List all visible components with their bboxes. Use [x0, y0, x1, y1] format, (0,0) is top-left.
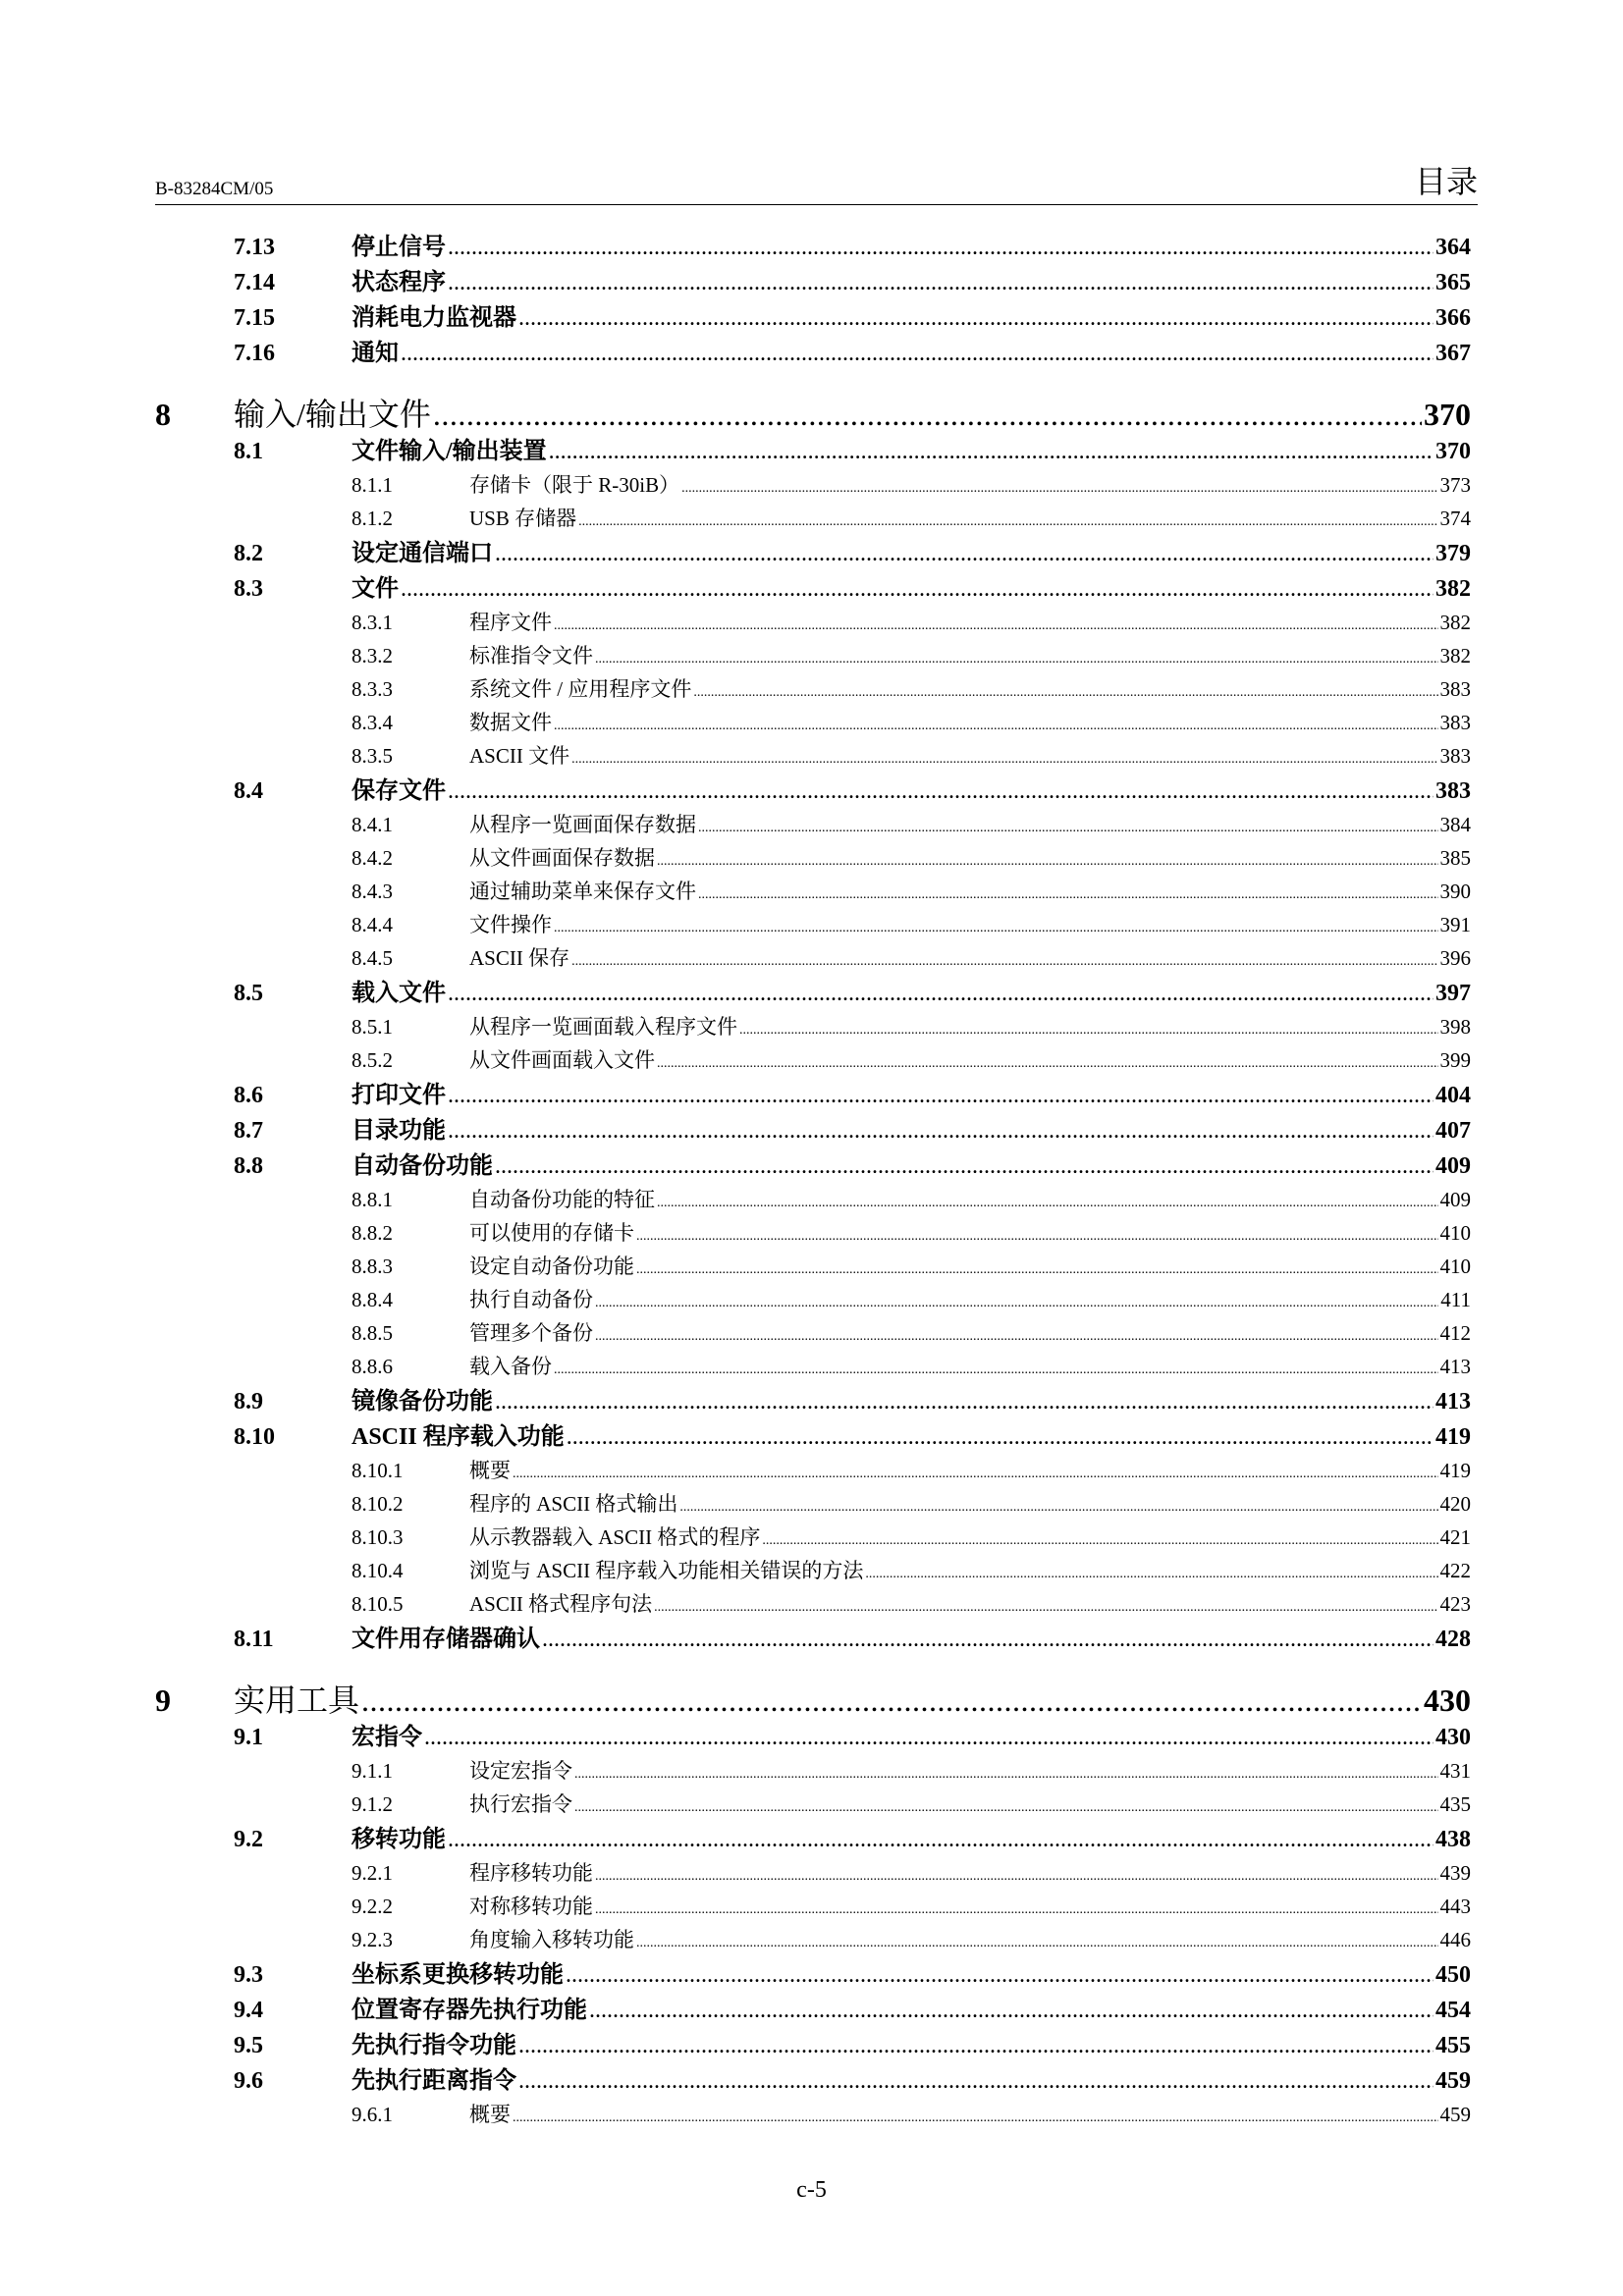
toc-entry-page: 419 [1435, 1424, 1471, 1450]
toc-entry-page: 413 [1439, 1355, 1471, 1378]
dot-leader [636, 1263, 1438, 1277]
toc-entry[interactable] [155, 377, 1471, 440]
toc-entry-page: 374 [1439, 507, 1471, 530]
dot-leader [401, 577, 1434, 601]
toc-entry[interactable] [155, 1726, 1471, 1761]
toc-entry[interactable] [155, 1190, 1471, 1223]
dot-leader [495, 1154, 1434, 1178]
toc-entry-number: 8.7 [234, 1118, 263, 1144]
toc-entry-title: 停止信号 [352, 235, 446, 260]
dot-leader [513, 2111, 1438, 2125]
toc-entry-title: 消耗电力监视器 [352, 305, 516, 331]
dot-leader [571, 955, 1437, 969]
dot-leader [762, 1534, 1437, 1548]
toc-entry-number: 9.2.1 [352, 1861, 393, 1885]
toc-entry-number: 8.5 [234, 981, 263, 1006]
toc-entry[interactable] [155, 1628, 1471, 1663]
toc-entry-page: 409 [1435, 1153, 1471, 1179]
toc-entry-title: 文件输入/输出装置 [352, 439, 547, 464]
toc-entry-title: 通知 [352, 341, 399, 366]
toc-entry[interactable] [155, 271, 1471, 306]
toc-entry-page: 420 [1439, 1492, 1471, 1516]
toc-entry-number: 9.3 [234, 1962, 263, 1988]
toc-entry[interactable] [155, 1527, 1471, 1561]
toc-entry[interactable] [155, 2069, 1471, 2105]
dot-leader [698, 822, 1438, 835]
toc-entry-title: 程序的 ASCII 格式输出 [469, 1492, 678, 1516]
toc-entry-title: 设定自动备份功能 [469, 1255, 634, 1278]
toc-entry[interactable] [155, 1461, 1471, 1494]
toc-entry[interactable] [155, 236, 1471, 271]
toc-entry-number: 9.6 [234, 2068, 263, 2094]
toc-entry[interactable] [155, 1594, 1471, 1628]
dot-leader [571, 753, 1437, 767]
toc-entry-title: 从程序一览画面载入程序文件 [469, 1015, 737, 1039]
toc-entry[interactable] [155, 1119, 1471, 1154]
toc-entry[interactable] [155, 542, 1471, 577]
toc-entry-page: 459 [1435, 2068, 1471, 2094]
toc-entry[interactable] [155, 982, 1471, 1017]
toc-entry-page: 383 [1439, 677, 1471, 701]
toc-entry-title: 设定宏指令 [469, 1759, 572, 1783]
toc-entry-page: 382 [1439, 611, 1471, 634]
toc-entry[interactable] [155, 779, 1471, 815]
dot-leader [595, 653, 1438, 667]
toc-entry[interactable] [155, 848, 1471, 881]
toc-entry-page: 435 [1439, 1792, 1471, 1816]
toc-entry[interactable] [155, 1828, 1471, 1863]
toc-entry[interactable] [155, 1425, 1471, 1461]
toc-entry-number: 8.4.4 [352, 913, 393, 936]
dot-leader [361, 1684, 1422, 1716]
toc-entry-page: 382 [1435, 576, 1471, 602]
dot-leader [681, 482, 1437, 496]
toc-entry-title: 概要 [469, 2103, 511, 2126]
dot-leader [566, 1963, 1434, 1987]
toc-entry-page: 385 [1439, 846, 1471, 870]
toc-entry-number: 8.4 [234, 778, 263, 804]
page-header [155, 164, 1478, 205]
toc-entry-page: 383 [1439, 744, 1471, 768]
toc-entry-number: 8.2 [234, 541, 263, 566]
toc-entry-number: 8.5.2 [352, 1048, 393, 1072]
toc-entry-title: 位置寄存器先执行功能 [352, 1998, 587, 2023]
toc-entry-title: 角度输入移转功能 [469, 1928, 634, 1951]
toc-entry-page: 413 [1435, 1389, 1471, 1415]
toc-entry[interactable] [155, 1863, 1471, 1896]
toc-entry-number: 9.5 [234, 2033, 263, 2058]
toc-entry-number: 7.14 [234, 270, 275, 295]
toc-entry-page: 459 [1439, 2103, 1471, 2126]
toc-entry-title: 通过辅助菜单来保存文件 [469, 880, 696, 903]
toc-entry-page: 390 [1439, 880, 1471, 903]
toc-entry-page: 430 [1435, 1725, 1471, 1750]
dot-leader [448, 1084, 1434, 1107]
dot-leader [448, 982, 1434, 1005]
dot-leader [567, 1425, 1434, 1449]
toc-entry-title: ASCII 格式程序句法 [469, 1592, 653, 1616]
toc-entry-number: 8.10.2 [352, 1492, 404, 1516]
toc-entry-title: 载入备份 [469, 1355, 552, 1378]
toc-entry-page: 373 [1439, 473, 1471, 497]
toc-entry-number: 8.4.3 [352, 880, 393, 903]
toc-entry-title: 可以使用的存储卡 [469, 1221, 634, 1245]
toc-entry-title: 从示教器载入 ASCII 格式的程序 [469, 1525, 761, 1549]
dot-leader [679, 1501, 1437, 1515]
toc-entry-title: 自动备份功能的特征 [469, 1188, 655, 1211]
toc-entry-page: 439 [1439, 1861, 1471, 1885]
toc-entry-number: 8.1.1 [352, 473, 393, 497]
toc-entry[interactable] [155, 475, 1471, 508]
toc-entry-number: 8.4.2 [352, 846, 393, 870]
toc-entry[interactable] [155, 342, 1471, 377]
toc-entry[interactable] [155, 306, 1471, 342]
dot-leader [518, 2069, 1434, 2093]
toc-entry-page: 365 [1435, 270, 1471, 295]
toc-entry[interactable] [155, 1999, 1471, 2034]
toc-entry-number: 8.3 [234, 576, 263, 602]
dot-leader [865, 1568, 1437, 1581]
dot-leader [595, 1903, 1438, 1917]
toc-entry-title: 浏览与 ASCII 程序载入功能相关错误的方法 [469, 1559, 864, 1582]
toc-entry-title: ASCII 程序载入功能 [352, 1424, 565, 1450]
dot-leader [448, 779, 1434, 803]
toc-entry-page: 370 [1424, 397, 1471, 432]
toc-entry[interactable] [155, 881, 1471, 915]
toc-entry-page: 410 [1439, 1255, 1471, 1278]
toc-entry-title: 宏指令 [352, 1725, 422, 1750]
toc-entry-title: 坐标系更换移转功能 [352, 1962, 564, 1988]
toc-entry-page: 382 [1439, 644, 1471, 667]
toc-entry-title: USB 存储器 [469, 507, 577, 530]
table-of-contents [155, 236, 1471, 2138]
toc-entry[interactable] [155, 1223, 1471, 1256]
dot-leader [518, 306, 1434, 330]
toc-entry-page: 398 [1439, 1015, 1471, 1039]
toc-entry-number: 9.2.3 [352, 1928, 393, 1951]
toc-entry[interactable] [155, 1494, 1471, 1527]
toc-entry-title: 目录功能 [352, 1118, 446, 1144]
toc-entry-number: 8.8.2 [352, 1221, 393, 1245]
toc-entry[interactable] [155, 508, 1471, 542]
dot-leader [495, 1390, 1434, 1414]
toc-entry[interactable] [155, 613, 1471, 646]
toc-entry-title: 从文件画面保存数据 [469, 846, 655, 870]
toc-entry[interactable] [155, 1290, 1471, 1323]
dot-leader [636, 1937, 1438, 1950]
toc-entry-title: 状态程序 [352, 270, 446, 295]
toc-entry-page: 411 [1440, 1288, 1471, 1311]
section-title: 目录 [1414, 164, 1478, 199]
dot-leader [657, 1057, 1438, 1071]
toc-entry-title: 程序文件 [469, 611, 552, 634]
toc-entry-page: 412 [1439, 1321, 1471, 1345]
toc-entry-number: 8.10.5 [352, 1592, 404, 1616]
toc-entry[interactable] [155, 1561, 1471, 1594]
toc-entry-number: 8.10.3 [352, 1525, 404, 1549]
toc-entry-title: 文件 [352, 576, 399, 602]
toc-entry[interactable] [155, 1154, 1471, 1190]
toc-entry-page: 423 [1439, 1592, 1471, 1616]
toc-entry-number: 8 [155, 397, 171, 432]
dot-leader [433, 399, 1422, 430]
toc-entry-page: 419 [1439, 1459, 1471, 1482]
toc-entry-number: 8.3.4 [352, 711, 393, 734]
toc-entry[interactable] [155, 1761, 1471, 1794]
toc-entry-title: 标准指令文件 [469, 644, 593, 667]
toc-entry-title: 执行自动备份 [469, 1288, 593, 1311]
page-number: c-5 [796, 2177, 827, 2203]
toc-entry-number: 9.1.1 [352, 1759, 393, 1783]
toc-entry[interactable] [155, 948, 1471, 982]
toc-entry-number: 8.8.1 [352, 1188, 393, 1211]
dot-leader [424, 1726, 1434, 1749]
dot-leader [578, 515, 1437, 529]
dot-leader [657, 855, 1438, 869]
toc-entry[interactable] [155, 1390, 1471, 1425]
dot-leader [448, 271, 1434, 294]
toc-entry-title: 载入文件 [352, 981, 446, 1006]
toc-entry-page: 446 [1439, 1928, 1471, 1951]
toc-entry[interactable] [155, 746, 1471, 779]
toc-entry-page: 366 [1435, 305, 1471, 331]
toc-entry-number: 8.10.4 [352, 1559, 404, 1582]
toc-entry[interactable] [155, 2105, 1471, 2138]
toc-entry-page: 410 [1439, 1221, 1471, 1245]
toc-entry-title: 文件操作 [469, 913, 552, 936]
toc-entry-number: 9.2 [234, 1827, 263, 1852]
toc-entry-title: 设定通信端口 [352, 541, 493, 566]
dot-leader [739, 1024, 1438, 1038]
toc-entry-number: 7.13 [234, 235, 275, 260]
toc-entry[interactable] [155, 1084, 1471, 1119]
dot-leader [589, 1999, 1434, 2022]
dot-leader [554, 922, 1438, 935]
toc-entry[interactable] [155, 440, 1471, 475]
toc-entry-page: 443 [1439, 1895, 1471, 1918]
toc-entry[interactable] [155, 1963, 1471, 1999]
dot-leader [595, 1870, 1438, 1884]
toc-entry-title: 打印文件 [352, 1083, 446, 1108]
dot-leader [549, 440, 1434, 463]
toc-entry-page: 370 [1435, 439, 1471, 464]
toc-entry-page: 383 [1439, 711, 1471, 734]
toc-entry-page: 409 [1439, 1188, 1471, 1211]
toc-entry-title: 从程序一览画面保存数据 [469, 813, 696, 836]
dot-leader [554, 720, 1438, 733]
toc-entry-page: 399 [1439, 1048, 1471, 1072]
toc-entry-number: 8.1 [234, 439, 263, 464]
toc-entry[interactable] [155, 815, 1471, 848]
toc-entry-page: 404 [1435, 1083, 1471, 1108]
toc-entry-title: 输入/输出文件 [234, 397, 431, 432]
toc-entry[interactable] [155, 915, 1471, 948]
toc-entry-page: 397 [1435, 981, 1471, 1006]
toc-entry-title: 程序移转功能 [469, 1861, 593, 1885]
dot-leader [554, 1363, 1438, 1377]
toc-entry[interactable] [155, 1663, 1471, 1726]
toc-entry-number: 8.10 [234, 1424, 275, 1450]
toc-entry-title: 镜像备份功能 [352, 1389, 493, 1415]
toc-entry-page: 379 [1435, 541, 1471, 566]
dot-leader [654, 1601, 1437, 1615]
dot-leader [595, 1297, 1438, 1310]
dot-leader [574, 1768, 1438, 1782]
toc-entry-title: 保存文件 [352, 778, 446, 804]
toc-entry[interactable] [155, 1323, 1471, 1357]
toc-entry-number: 9.1 [234, 1725, 263, 1750]
toc-entry-number: 8.3.2 [352, 644, 393, 667]
toc-entry-number: 9.4 [234, 1998, 263, 2023]
toc-entry[interactable] [155, 1050, 1471, 1084]
toc-entry-title: 自动备份功能 [352, 1153, 493, 1179]
dot-leader [542, 1628, 1434, 1651]
toc-entry-number: 8.9 [234, 1389, 263, 1415]
toc-entry-page: 438 [1435, 1827, 1471, 1852]
toc-entry-number: 8.3.1 [352, 611, 393, 634]
toc-entry-title: 先执行距离指令 [352, 2068, 516, 2094]
toc-entry-page: 367 [1435, 341, 1471, 366]
toc-entry-title: 系统文件 / 应用程序文件 [469, 677, 692, 701]
toc-entry-number: 7.16 [234, 341, 275, 366]
dot-leader [574, 1801, 1438, 1815]
toc-entry-number: 8.3.3 [352, 677, 393, 701]
toc-entry-title: 实用工具 [234, 1682, 360, 1718]
toc-entry-number: 8.6 [234, 1083, 263, 1108]
toc-entry-page: 383 [1435, 778, 1471, 804]
toc-entry-title: 管理多个备份 [469, 1321, 593, 1345]
dot-leader [495, 542, 1434, 565]
dot-leader [518, 2034, 1434, 2057]
toc-entry[interactable] [155, 1017, 1471, 1050]
toc-entry-title: 先执行指令功能 [352, 2033, 516, 2058]
dot-leader [554, 619, 1438, 633]
toc-entry-page: 455 [1435, 2033, 1471, 2058]
toc-entry-page: 407 [1435, 1118, 1471, 1144]
toc-entry[interactable] [155, 1357, 1471, 1390]
toc-entry-title: 存储卡（限于 R-30iB） [469, 473, 680, 497]
toc-entry-page: 430 [1424, 1682, 1471, 1718]
toc-entry-page: 364 [1435, 235, 1471, 260]
toc-entry-title: 执行宏指令 [469, 1792, 572, 1816]
toc-entry-page: 384 [1439, 813, 1471, 836]
toc-entry-title: 概要 [469, 1459, 511, 1482]
toc-entry-number: 8.5.1 [352, 1015, 393, 1039]
toc-entry[interactable] [155, 2034, 1471, 2069]
toc-entry-title: 移转功能 [352, 1827, 446, 1852]
toc-entry-page: 421 [1439, 1525, 1471, 1549]
toc-entry-page: 450 [1435, 1962, 1471, 1988]
toc-entry-number: 8.4.5 [352, 946, 393, 970]
toc-entry-title: 数据文件 [469, 711, 552, 734]
dot-leader [401, 342, 1434, 365]
dot-leader [636, 1230, 1438, 1244]
dot-leader [513, 1468, 1438, 1481]
dot-leader [448, 1828, 1434, 1851]
toc-entry[interactable] [155, 646, 1471, 679]
dot-leader [595, 1330, 1438, 1344]
toc-entry[interactable] [155, 713, 1471, 746]
dot-leader [698, 888, 1438, 902]
dot-leader [693, 686, 1437, 700]
toc-entry-number: 8.8 [234, 1153, 263, 1179]
document-code: B-83284CM/05 [155, 179, 274, 199]
toc-entry-number: 8.8.4 [352, 1288, 393, 1311]
toc-entry-number: 9.2.2 [352, 1895, 393, 1918]
toc-entry[interactable] [155, 1794, 1471, 1828]
toc-entry-number: 8.8.3 [352, 1255, 393, 1278]
toc-entry-number: 8.3.5 [352, 744, 393, 768]
toc-entry-number: 9 [155, 1682, 171, 1718]
toc-entry-title: 从文件画面载入文件 [469, 1048, 655, 1072]
toc-entry-title: ASCII 保存 [469, 946, 570, 970]
toc-entry-title: 文件用存储器确认 [352, 1627, 540, 1652]
toc-entry[interactable] [155, 1930, 1471, 1963]
toc-entry-page: 454 [1435, 1998, 1471, 2023]
toc-entry[interactable] [155, 679, 1471, 713]
toc-entry[interactable] [155, 577, 1471, 613]
toc-entry-number: 9.1.2 [352, 1792, 393, 1816]
dot-leader [448, 1119, 1434, 1143]
toc-entry-page: 396 [1439, 946, 1471, 970]
toc-entry[interactable] [155, 1896, 1471, 1930]
toc-entry-number: 8.8.5 [352, 1321, 393, 1345]
toc-entry-page: 431 [1439, 1759, 1471, 1783]
toc-entry-number: 7.15 [234, 305, 275, 331]
toc-entry[interactable] [155, 1256, 1471, 1290]
toc-entry-number: 8.8.6 [352, 1355, 393, 1378]
dot-leader [448, 236, 1434, 259]
toc-entry-title: ASCII 文件 [469, 744, 570, 768]
toc-entry-number: 8.10.1 [352, 1459, 404, 1482]
toc-entry-title: 对称移转功能 [469, 1895, 593, 1918]
toc-entry-page: 428 [1435, 1627, 1471, 1652]
toc-entry-page: 422 [1439, 1559, 1471, 1582]
dot-leader [657, 1197, 1438, 1210]
toc-entry-number: 9.6.1 [352, 2103, 393, 2126]
toc-entry-number: 8.11 [234, 1627, 274, 1652]
toc-entry-number: 8.4.1 [352, 813, 393, 836]
toc-entry-number: 8.1.2 [352, 507, 393, 530]
toc-entry-page: 391 [1439, 913, 1471, 936]
